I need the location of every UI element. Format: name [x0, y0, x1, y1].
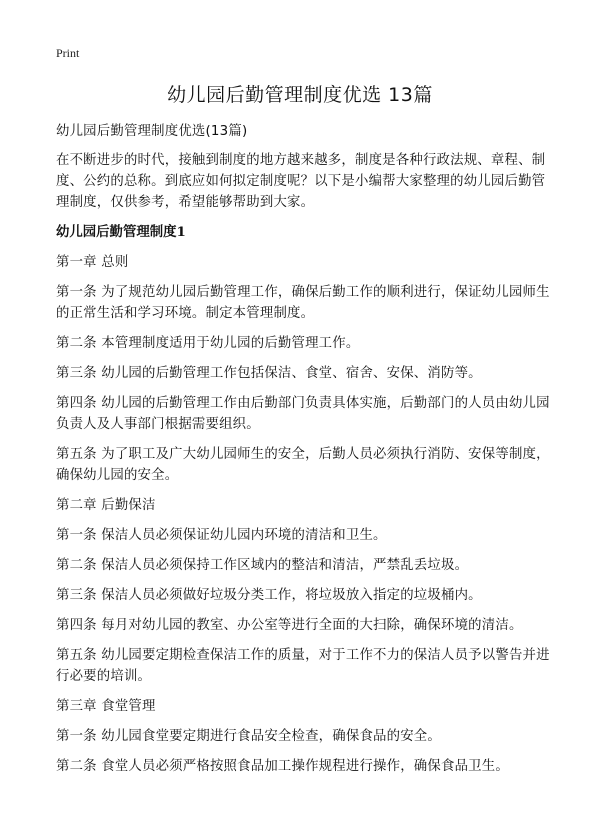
article-paragraph: 第二条 保洁人员必须保持工作区域内的整洁和清洁，严禁乱丢垃圾。 — [56, 558, 469, 573]
article-paragraph: 第一条 幼儿园食堂要定期进行食品安全检查，确保食品的安全。 — [56, 729, 441, 744]
article-paragraph: 第二条 食堂人员必须严格按照食品加工操作规程进行操作，确保食品卫生。 — [56, 759, 509, 774]
page-title: 幼儿园后勤管理制度优选 13篇 — [167, 84, 433, 106]
document-subtitle: 幼儿园后勤管理制度优选(13篇) — [56, 124, 248, 139]
article-paragraph: 第五条 为了职工及广大幼儿园师生的安全，后勤人员必须执行消防、安保等制度，确保幼儿园的安全。 — [56, 447, 550, 483]
article-paragraph: 第四条 幼儿园的后勤管理工作由后勤部门负责具体实施，后勤部门的人员由幼儿园负责人及人事部门根据需要组织。 — [56, 396, 550, 432]
article-paragraph: 第一条 保洁人员必须保证幼儿园内环境的清洁和卫生。 — [56, 528, 387, 543]
article-paragraph: 第一条 为了规范幼儿园后勤管理工作，确保后勤工作的顺利进行，保证幼儿园师生的正常生活和学习环境。制定本管理制度。 — [56, 285, 550, 321]
print-link[interactable]: Print — [56, 46, 80, 60]
article-paragraph: 第四条 每月对幼儿园的教室、办公室等进行全面的大扫除，确保环境的清洁。 — [56, 618, 523, 633]
chapter-heading: 第三章 食堂管理 — [56, 699, 156, 714]
article-paragraph: 第五条 幼儿园要定期检查保洁工作的质量，对于工作不力的保洁人员予以警告并进行必要的培训。 — [56, 648, 550, 684]
article-paragraph: 第三条 幼儿园的后勤管理工作包括保洁、食堂、宿舍、安保、消防等。 — [56, 366, 482, 381]
chapter-heading: 第一章 总则 — [56, 255, 129, 270]
article-paragraph: 第三条 保洁人员必须做好垃圾分类工作，将垃圾放入指定的垃圾桶内。 — [56, 588, 482, 603]
intro-paragraph: 在不断进步的时代，接触到制度的地方越来越多，制度是各种行政法规、章程、制度、公约的总称。到底应如何拟定制度呢？以下是小编帮大家整理的幼儿园后勤管理制度，仅供参考，希望能够帮助到大家。 — [56, 153, 546, 210]
article-paragraph: 第二条 本管理制度适用于幼儿园的后勤管理工作。 — [56, 336, 360, 351]
section-heading: 幼儿园后勤管理制度1 — [56, 224, 186, 240]
document-body — [56, 121, 550, 786]
chapter-heading: 第二章 后勤保洁 — [56, 498, 156, 513]
